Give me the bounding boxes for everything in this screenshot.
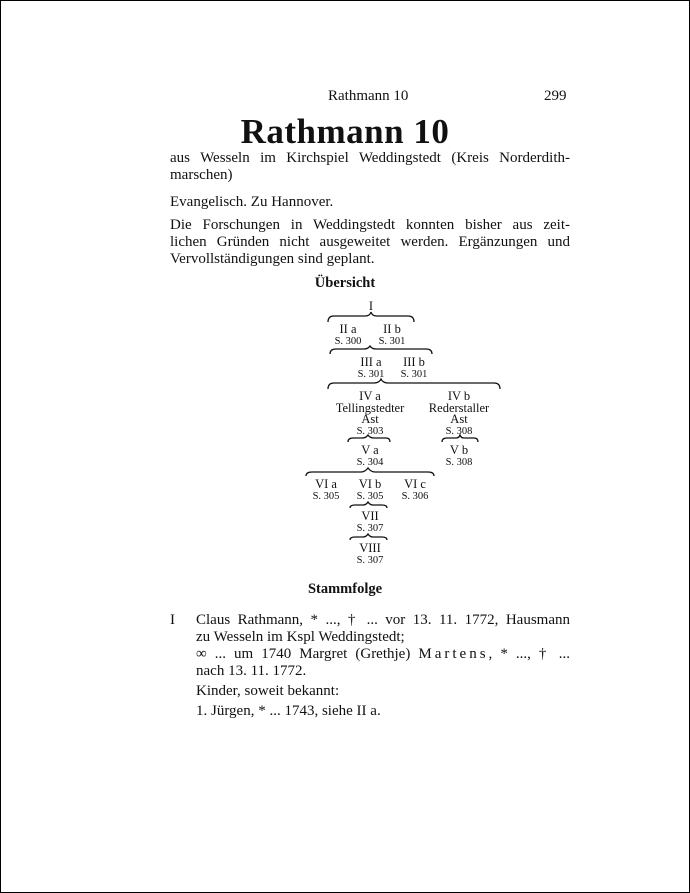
running-head: Rathmann 10 <box>328 88 409 104</box>
research-line: Die Forschungen in Weddingstedt konnten bisher aus zeit- <box>170 217 570 233</box>
entry-line: Claus Rathmann, * ..., † ... vor 13. 11. 1772, Hausmann <box>196 612 570 628</box>
page-number: 299 <box>544 88 567 104</box>
tree-node-VIb: VI b S. 305 <box>356 477 384 502</box>
tree-node-IVb: IV b Rederstaller Ast S. 308 <box>428 389 490 437</box>
family-title: Rathmann 10 <box>240 112 450 151</box>
tree-node-IIb: II b S. 301 <box>378 322 406 347</box>
overview-heading: Übersicht <box>314 275 376 291</box>
tree-node-VIII: VIII S. 307 <box>356 541 384 566</box>
tree-node-Va: V a S. 304 <box>356 443 384 468</box>
tree-node-IVa: IV a Tellingstedter Ast S. 303 <box>335 389 405 437</box>
spouse-surname: Martens <box>418 646 489 662</box>
generation-entry <box>196 612 570 720</box>
tree-node-VIc: VI c S. 306 <box>401 477 429 502</box>
research-line: Vervollständigungen sind geplant. <box>170 251 375 267</box>
origin-line: marschen) <box>170 167 233 183</box>
children-intro: Kinder, soweit bekannt: <box>196 683 340 699</box>
tree-node-IIIa: III a S. 301 <box>357 355 385 380</box>
tree-node-IIa: II a S. 300 <box>334 322 362 347</box>
tree-node-IIIb: III b S. 301 <box>400 355 428 380</box>
origin-line: aus Wesseln im Kirchspiel Weddingstedt (Kreis Norderdith- <box>170 150 570 166</box>
marriage-line-2: nach 13. 11. 1772. <box>196 663 307 679</box>
child-entry: 1. Jürgen, * ... 1743, siehe II a. <box>196 703 381 719</box>
tree-node-Vb: V b S. 308 <box>445 443 473 468</box>
generation-number: I <box>170 612 175 628</box>
tree-node-VIa: VI a S. 305 <box>312 477 340 502</box>
confession-line: Evangelisch. Zu Hannover. <box>170 194 334 210</box>
research-line: lichen Gründen nicht ausgeweitet werden. Ergänzungen und <box>170 234 570 250</box>
marriage-line: ∞ ... um 1740 Margret (Grethje) Martens, * ..., † ... <box>196 646 570 662</box>
entry-line: zu Wesseln im Kspl Weddingstedt; <box>196 629 405 645</box>
tree-node-I: I <box>368 299 374 313</box>
tree-node-VII: VII S. 307 <box>356 509 384 534</box>
stammfolge-heading: Stammfolge <box>307 581 383 597</box>
